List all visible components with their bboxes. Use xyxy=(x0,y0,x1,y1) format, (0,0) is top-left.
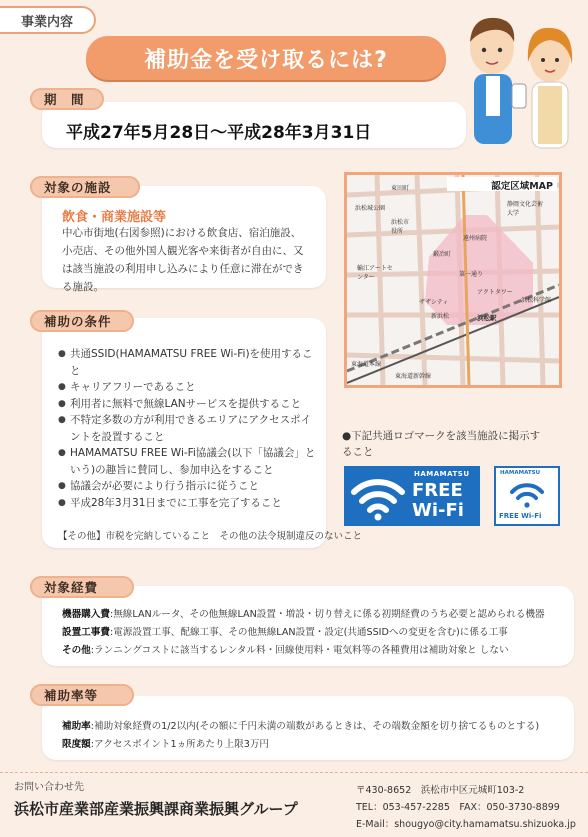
footer-divider xyxy=(0,772,588,773)
list-item: ● 平成28年3月31日までに工事を完了すること xyxy=(58,495,320,512)
facilities-label: 対象の施設 xyxy=(30,176,140,198)
map-label: ザザシティ xyxy=(419,299,449,306)
expense-line xyxy=(62,606,545,620)
expense-line xyxy=(62,642,509,656)
list-item: ● 利用者に無料で無線LANサービスを提供すること xyxy=(58,396,320,413)
expense-key: その他 xyxy=(62,645,91,656)
map-label: 東海道本線 xyxy=(351,361,382,368)
map-label: 輸江アートセンター xyxy=(357,265,393,281)
expense-text: :ランニングコストに該当するレンタル料・回線使用料・電気料等の各種費用は補助対象と しない xyxy=(90,645,509,656)
list-item: ● 共通SSID(HAMAMATSU FREE Wi-Fi)を使用すること xyxy=(58,346,320,379)
contact-email[interactable]: E-Mail：shougyo@city.hamamatsu.shizuoka.jp xyxy=(356,819,576,830)
map-label: 鍛冶町 xyxy=(433,251,452,258)
expense-text: :電源設置工事、配線工事、その他無線LAN設置・設定(共通SSIDへの変更を含む)に係る工事 xyxy=(109,627,508,638)
period-label: 期 間 xyxy=(30,88,104,110)
logo-large-line1: FREE xyxy=(412,480,463,501)
map-label: 東田町 xyxy=(391,185,410,192)
map-label: 浜松駅 xyxy=(477,314,497,322)
rate-text: :補助対象経費の1/2以内(その額に千円未満の端数があるときは、その端数金額を切り捨てるものとする) xyxy=(90,721,540,732)
logo-small-bottom: FREE Wi-Fi xyxy=(499,512,542,520)
area-map xyxy=(344,172,562,388)
conditions-list xyxy=(58,346,320,511)
list-item: ● キャリアフリーであること xyxy=(58,379,320,396)
expense-key: 機器購入費 xyxy=(62,609,110,620)
map-label: アクトタワー xyxy=(477,289,513,296)
facilities-subtitle: 飲食・商業施設等 xyxy=(62,210,167,225)
rate-key: 限度額 xyxy=(62,739,91,750)
conditions-label: 補助の条件 xyxy=(30,310,134,332)
expenses-label: 対象経費 xyxy=(30,576,134,598)
section-tab: 事業内容 xyxy=(0,6,96,34)
logo-large-line2: Wi-Fi xyxy=(412,500,464,521)
map-label: 静岡文化芸術大学 xyxy=(507,201,544,217)
map-label: 遠州病院 xyxy=(463,235,488,242)
list-item: ● 不特定多数の方が利用できるエリアにアクセスポイントを設置すること xyxy=(58,412,320,445)
rate-label: 補助率等 xyxy=(30,684,134,706)
people-illustration xyxy=(452,6,584,154)
wifi-logo-large xyxy=(344,466,480,526)
map-label: 浜松城公園 xyxy=(355,205,386,212)
contact-org: 浜松市産業部産業振興課商業振興グループ xyxy=(14,800,298,818)
facilities-body: 中心市街地(右図参照)における飲食店、宿泊施設、小売店、その他外国人観光客や来街者が自由に、又は該当施設の利用申し込みにより任意に滞在ができる施設。 xyxy=(62,227,304,293)
map-label: 第一通り xyxy=(459,271,484,278)
list-item: ● 協議会が必要により行う指示に従うこと xyxy=(58,478,320,495)
map-label: 新浜松 xyxy=(431,313,450,320)
period-text: 平成27年5月28日〜平成28年3月31日 xyxy=(66,123,372,143)
contact-phone: TEL：053-457-2285 FAX：050-3730-8899 xyxy=(356,802,560,813)
expense-line xyxy=(62,624,508,638)
wifi-icon xyxy=(348,470,408,524)
expense-text: :無線LANルータ、その他無線LAN設置・増設・切り替えに係る初期経費のうち必要と認められる機器 xyxy=(109,609,545,620)
logo-large-top: HAMAMATSU xyxy=(414,470,470,478)
wifi-icon xyxy=(509,480,545,510)
page-headline: 補助金を受け取るには? xyxy=(86,36,446,80)
list-item: ● HAMAMATSU FREE Wi-Fi協議会(以下「協議会」という)の趣旨に賛同し、参加申込をすること xyxy=(58,445,320,478)
rate-key: 補助率 xyxy=(62,721,91,732)
wifi-logo-small xyxy=(494,466,560,526)
logo-small-top: HAMAMATSU xyxy=(500,470,541,476)
map-label: 東海道新幹線 xyxy=(395,373,432,380)
contact-label: お問い合わせ先 xyxy=(14,782,84,793)
rate-line xyxy=(62,736,269,750)
logo-note: ●下記共通ロゴマークを該当施設に掲示すること xyxy=(342,430,541,458)
contact-address: 〒430-8652 浜松市中区元城町103-2 xyxy=(356,785,525,796)
map-title: 認定区域MAP xyxy=(491,181,553,192)
map-label: 浜松科学館 xyxy=(521,297,552,304)
map-label: 浜松市役所 xyxy=(391,219,410,235)
rate-line xyxy=(62,718,539,732)
conditions-note: 【その他】市税を完納していること その他の法令規制違反のないこと xyxy=(58,531,363,542)
rate-text: :アクセスポイント1ヵ所あたり上限3万円 xyxy=(90,739,270,750)
expense-key: 設置工事費 xyxy=(62,627,110,638)
